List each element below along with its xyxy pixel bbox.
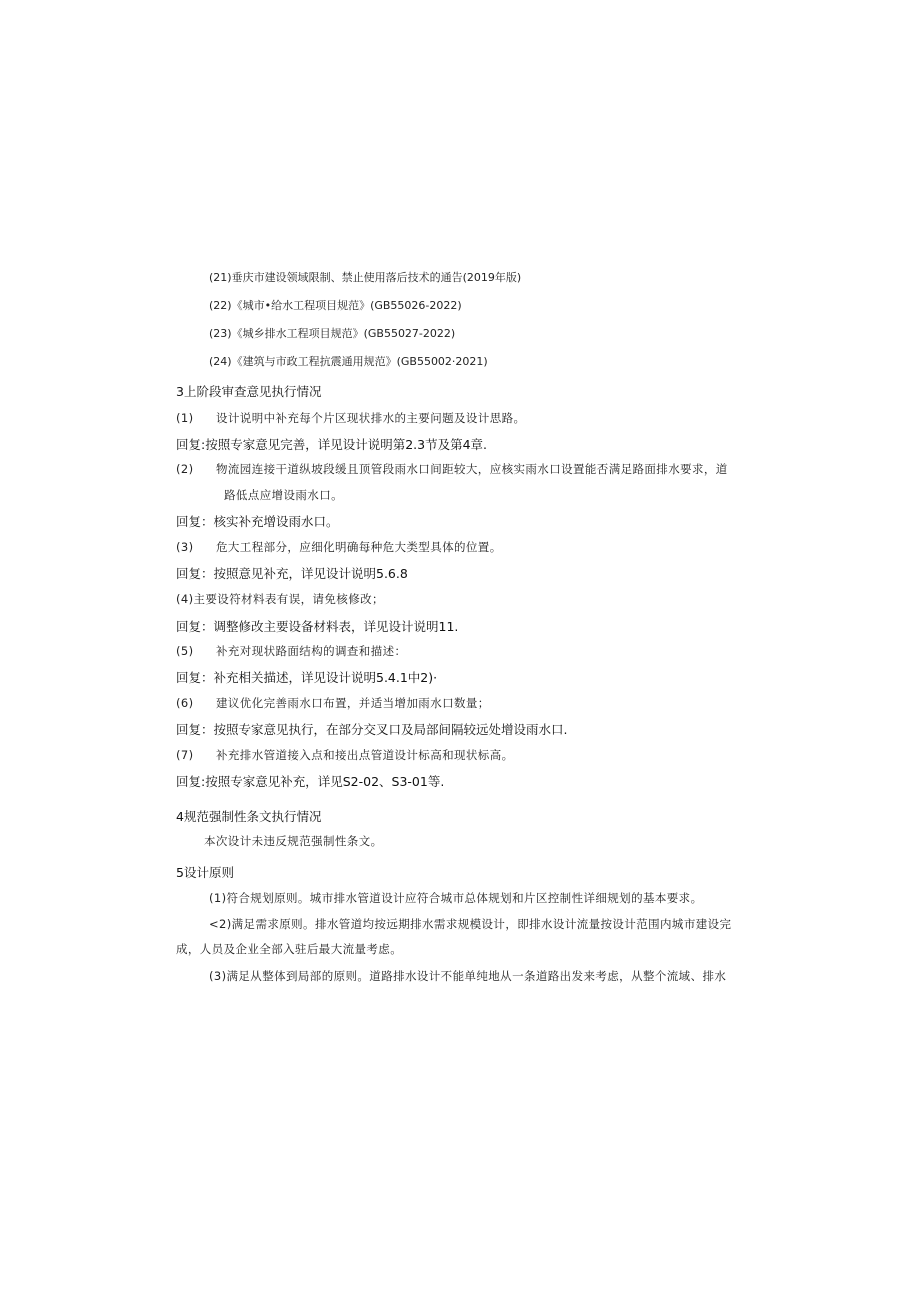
item-1 bbox=[176, 412, 525, 426]
principle-2: <2)满足需求原则。排水管道均按远期排水需求规模设计，即排水设计流量按设计范围内城市建设完 bbox=[209, 917, 732, 931]
section4-text: 本次设计未违反规范强制性条文。 bbox=[204, 834, 383, 848]
item-3 bbox=[176, 541, 502, 555]
item-text: 危大工程部分，应细化明确每种危大类型具体的位置。 bbox=[216, 540, 502, 554]
reply-3: 回复：按照意见补充，详见设计说明5.6.8 bbox=[176, 566, 408, 581]
item-number: (3) bbox=[176, 540, 194, 554]
item-number: (2) bbox=[176, 462, 194, 476]
principle-2-continued: 成，人员及企业全部入驻后最大流量考虑。 bbox=[176, 942, 403, 956]
principle-1: (1)符合规划原则。城市排水管道设计应符合城市总体规划和片区控制性详细规划的基本要求。 bbox=[209, 891, 703, 905]
item-number: (1) bbox=[176, 411, 194, 425]
item-4: (4)主要设符材料表有误，请免核修改； bbox=[176, 592, 384, 606]
reply-7: 回复:按照专家意见补充，详见S2-02、S3-01等. bbox=[176, 774, 445, 789]
item-2-continued: 路低点应增设雨水口。 bbox=[224, 488, 343, 502]
ref-21: (21)垂庆市建设领域限制、禁止使用落后技术的通告(2019年版) bbox=[209, 271, 522, 284]
item-6 bbox=[176, 697, 490, 711]
reply-2: 回复：核实补充增设雨水口。 bbox=[176, 514, 339, 529]
item-number: (6) bbox=[176, 696, 194, 710]
item-5 bbox=[176, 645, 406, 659]
item-text: 物流园连接干道纵坡段缓且顶管段雨水口间距较大，应核实雨水口设置能否满足路面排水要求，道 bbox=[216, 462, 728, 476]
reply-6: 回复：按照专家意见执行，在部分交叉口及局部间隔较远处增设雨水口. bbox=[176, 722, 568, 737]
reply-5: 回复：补充相关描述，详见设计说明5.4.1中2)· bbox=[176, 670, 438, 685]
item-text: 补充排水管道接入点和接出点管道设计标高和现状标高。 bbox=[216, 748, 514, 762]
item-7 bbox=[176, 749, 514, 763]
reply-1: 回复:按照专家意见完善，详见设计说明第2.3节及第4章. bbox=[176, 437, 488, 452]
item-text: 补充对现状路面结构的调查和描述： bbox=[216, 644, 407, 658]
section4-heading: 4规范强制性条文执行情况 bbox=[176, 809, 322, 824]
item-number: (5) bbox=[176, 644, 194, 658]
item-2 bbox=[176, 463, 728, 477]
item-text: 建议优化完善雨水口布置，并适当增加雨水口数量； bbox=[216, 696, 490, 710]
item-text: 设计说明中补充每个片区现状排水的主要问题及设计思路。 bbox=[216, 411, 526, 425]
principle-3: (3)满足从整体到局部的原则。道路排水设计不能单纯地从一条道路出发来考虑，从整个流域、排水 bbox=[209, 969, 727, 983]
ref-23: (23)《城乡排水工程项目规范》(GB55027-2022) bbox=[209, 327, 456, 340]
section5-heading: 5设计原则 bbox=[176, 865, 234, 880]
section3-heading: 3上阶段审查意见执行情况 bbox=[176, 384, 322, 399]
ref-22: (22)《城市•给水工程项目规范》(GB55026-2022) bbox=[209, 299, 462, 312]
reply-4: 回复：调整修改主要设备材料表，详见设计说明11. bbox=[176, 619, 459, 634]
item-number: (7) bbox=[176, 748, 194, 762]
ref-24: (24)《建筑与市政工程抗震通用规范》(GB55002·2021) bbox=[209, 355, 488, 368]
